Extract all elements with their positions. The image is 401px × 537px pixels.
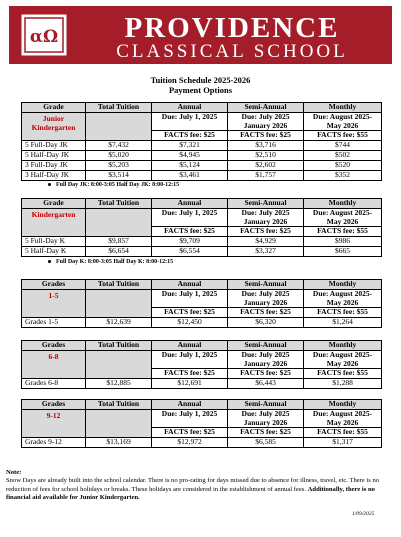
semi-annual-fee: FACTS fee: $25: [228, 369, 304, 379]
annual-header: Annual: [152, 400, 228, 410]
row-grade: 3 Full-Day JK: [22, 161, 86, 171]
document-title: Tuition Schedule 2025-2026: [150, 75, 251, 85]
monthly-due: Due: August 2025-May 2026: [304, 290, 382, 308]
gray-cell: [86, 209, 152, 237]
row-monthly: $502: [304, 151, 382, 161]
row-grade: 5 Half-Day JK: [22, 151, 86, 161]
row-grade: 5 Full-Day JK: [22, 141, 86, 151]
row-total: $9,857: [86, 237, 152, 247]
row-annual: $12,972: [152, 438, 228, 448]
semi-annual-due: Due: July 2025 January 2026: [228, 410, 304, 428]
monthly-due: Due: August 2025-May 2026: [304, 410, 382, 428]
row-total: $6,654: [86, 247, 152, 257]
row-total: $13,169: [86, 438, 152, 448]
monthly-header: Monthly: [304, 103, 382, 113]
note-label: Note:: [6, 469, 22, 476]
row-monthly: $1,264: [304, 318, 382, 328]
monthly-due: Due: August 2025-May 2026: [304, 113, 382, 131]
row-semi: $6,320: [228, 318, 304, 328]
school-name: PROVIDENCE: [124, 12, 340, 44]
table-row: [22, 151, 382, 161]
row-monthly: $744: [304, 141, 382, 151]
table-row: [22, 237, 382, 247]
semi-annual-header: Semi-Annual: [228, 280, 304, 290]
row-semi: $6,585: [228, 438, 304, 448]
monthly-due: Due: August 2025-May 2026: [304, 351, 382, 369]
monthly-fee: FACTS fee: $55: [304, 227, 382, 237]
note-text: Snow Days are already built into the school calendar. There is no pro-rating for days missed due to absence for illness, travel, etc. There is no reduction of fees for school holidays or breaks. These holidays are considered in the establishment of annual fees.: [6, 477, 380, 493]
monthly-fee: FACTS fee: $55: [304, 428, 382, 438]
gray-cell: [86, 290, 152, 318]
grade-header: Grades: [22, 280, 86, 290]
row-grade: Grades 9-12: [22, 438, 86, 448]
semi-annual-due: Due: July 2025 January 2026: [228, 351, 304, 369]
row-monthly: $665: [304, 247, 382, 257]
row-total: $5,203: [86, 161, 152, 171]
row-monthly: $352: [304, 171, 382, 181]
note-bold-text: Additionally, there is no financial aid available for Junior Kindergarten.: [6, 485, 375, 502]
monthly-due: Due: August 2025-May 2026: [304, 209, 382, 227]
annual-fee: FACTS fee: $25: [152, 428, 228, 438]
bullet-icon: [48, 183, 51, 186]
grade-header: Grade: [22, 103, 86, 113]
row-annual: $7,321: [152, 141, 228, 151]
row-monthly: $1,317: [304, 438, 382, 448]
row-total: $3,514: [86, 171, 152, 181]
row-semi: $3,327: [228, 247, 304, 257]
annual-due: Due: July 1, 2025: [152, 209, 228, 227]
bullet-icon: [48, 260, 51, 263]
annual-header: Annual: [152, 103, 228, 113]
total-tuition-header: Total Tuition: [86, 199, 152, 209]
row-semi: $4,929: [228, 237, 304, 247]
semi-annual-header: Semi-Annual: [228, 400, 304, 410]
row-monthly: $986: [304, 237, 382, 247]
note-block: [6, 469, 398, 503]
monthly-header: Monthly: [304, 199, 382, 209]
k-hours-note: [48, 258, 173, 266]
annual-due: Due: July 1, 2025: [152, 410, 228, 428]
tuition-table-grades-1-5: [21, 279, 382, 328]
annual-header: Annual: [152, 341, 228, 351]
annual-fee: FACTS fee: $25: [152, 369, 228, 379]
semi-annual-fee: FACTS fee: $25: [228, 227, 304, 237]
annual-header: Annual: [152, 280, 228, 290]
semi-annual-fee: FACTS fee: $25: [228, 308, 304, 318]
jk-hours-text: Full Day JK: 8:00-3:05 Half Day JK: 8:00-12:15: [56, 182, 180, 188]
k-hours-text: Full Day K: 8:00-3:05 Half Day K: 8:00-12:15: [56, 259, 174, 265]
grade-header: Grades: [22, 341, 86, 351]
table-row: [22, 379, 382, 389]
logo-text: αΩ: [29, 27, 59, 47]
grade-header: Grades: [22, 400, 86, 410]
row-semi: $3,716: [228, 141, 304, 151]
row-annual: $12,691: [152, 379, 228, 389]
table-row: [22, 161, 382, 171]
tuition-table-kindergarten: [21, 198, 382, 257]
row-semi: $1,757: [228, 171, 304, 181]
table-row: [22, 247, 382, 257]
monthly-header: Monthly: [304, 400, 382, 410]
grade-label: 9-12: [22, 410, 86, 438]
semi-annual-due: Due: July 2025 January 2026: [228, 290, 304, 308]
row-annual: $3,461: [152, 171, 228, 181]
row-semi: $6,443: [228, 379, 304, 389]
semi-annual-due: Due: July 2025 January 2026: [228, 113, 304, 131]
row-monthly: $1,288: [304, 379, 382, 389]
semi-annual-due: Due: July 2025 January 2026: [228, 209, 304, 227]
table-row: [22, 141, 382, 151]
row-total: $5,020: [86, 151, 152, 161]
annual-fee: FACTS fee: $25: [152, 131, 228, 141]
table-row: [22, 171, 382, 181]
monthly-fee: FACTS fee: $55: [304, 369, 382, 379]
annual-header: Annual: [152, 199, 228, 209]
row-annual: $5,124: [152, 161, 228, 171]
semi-annual-fee: FACTS fee: $25: [228, 428, 304, 438]
semi-annual-header: Semi-Annual: [228, 199, 304, 209]
monthly-fee: FACTS fee: $55: [304, 131, 382, 141]
grade-label: 6-8: [22, 351, 86, 379]
row-semi: $2,510: [228, 151, 304, 161]
row-grade: 5 Half-Day K: [22, 247, 86, 257]
monthly-header: Monthly: [304, 280, 382, 290]
grade-label: Kindergarten: [22, 209, 86, 237]
gray-cell: [86, 410, 152, 438]
document-date: 1/09/2025: [352, 511, 375, 517]
total-tuition-header: Total Tuition: [86, 400, 152, 410]
annual-due: Due: July 1, 2025: [152, 351, 228, 369]
row-annual: $4,945: [152, 151, 228, 161]
grade-label: 1-5: [22, 290, 86, 318]
monthly-header: Monthly: [304, 341, 382, 351]
row-grade: 3 Half-Day JK: [22, 171, 86, 181]
annual-fee: FACTS fee: $25: [152, 308, 228, 318]
row-total: $12,885: [86, 379, 152, 389]
row-total: $7,432: [86, 141, 152, 151]
tuition-table-junior-kindergarten: [21, 102, 382, 181]
document-subtitle: Payment Options: [168, 85, 233, 95]
jk-hours-note: [48, 181, 179, 189]
tuition-table-grades-9-12: [21, 399, 382, 448]
grade-label: Junior Kindergarten: [22, 113, 86, 141]
school-logo: [20, 13, 68, 57]
table-row: [22, 318, 382, 328]
semi-annual-fee: FACTS fee: $25: [228, 131, 304, 141]
grade-header: Grade: [22, 199, 86, 209]
row-annual: $12,450: [152, 318, 228, 328]
semi-annual-header: Semi-Annual: [228, 103, 304, 113]
row-annual: $6,554: [152, 247, 228, 257]
total-tuition-header: Total Tuition: [86, 280, 152, 290]
row-annual: $9,709: [152, 237, 228, 247]
total-tuition-header: Total Tuition: [86, 341, 152, 351]
total-tuition-header: Total Tuition: [86, 103, 152, 113]
gray-cell: [86, 351, 152, 379]
tuition-table-grades-6-8: [21, 340, 382, 389]
table-row: [22, 438, 382, 448]
gray-cell: [86, 113, 152, 141]
school-subtitle: CLASSICAL SCHOOL: [116, 41, 348, 62]
row-monthly: $520: [304, 161, 382, 171]
semi-annual-header: Semi-Annual: [228, 341, 304, 351]
row-grade: 5 Full-Day K: [22, 237, 86, 247]
annual-due: Due: July 1, 2025: [152, 290, 228, 308]
annual-due: Due: July 1, 2025: [152, 113, 228, 131]
row-grade: Grades 1-5: [22, 318, 86, 328]
row-semi: $2,602: [228, 161, 304, 171]
school-banner: [9, 6, 392, 64]
row-total: $12,639: [86, 318, 152, 328]
row-grade: Grades 6-8: [22, 379, 86, 389]
annual-fee: FACTS fee: $25: [152, 227, 228, 237]
monthly-fee: FACTS fee: $55: [304, 308, 382, 318]
